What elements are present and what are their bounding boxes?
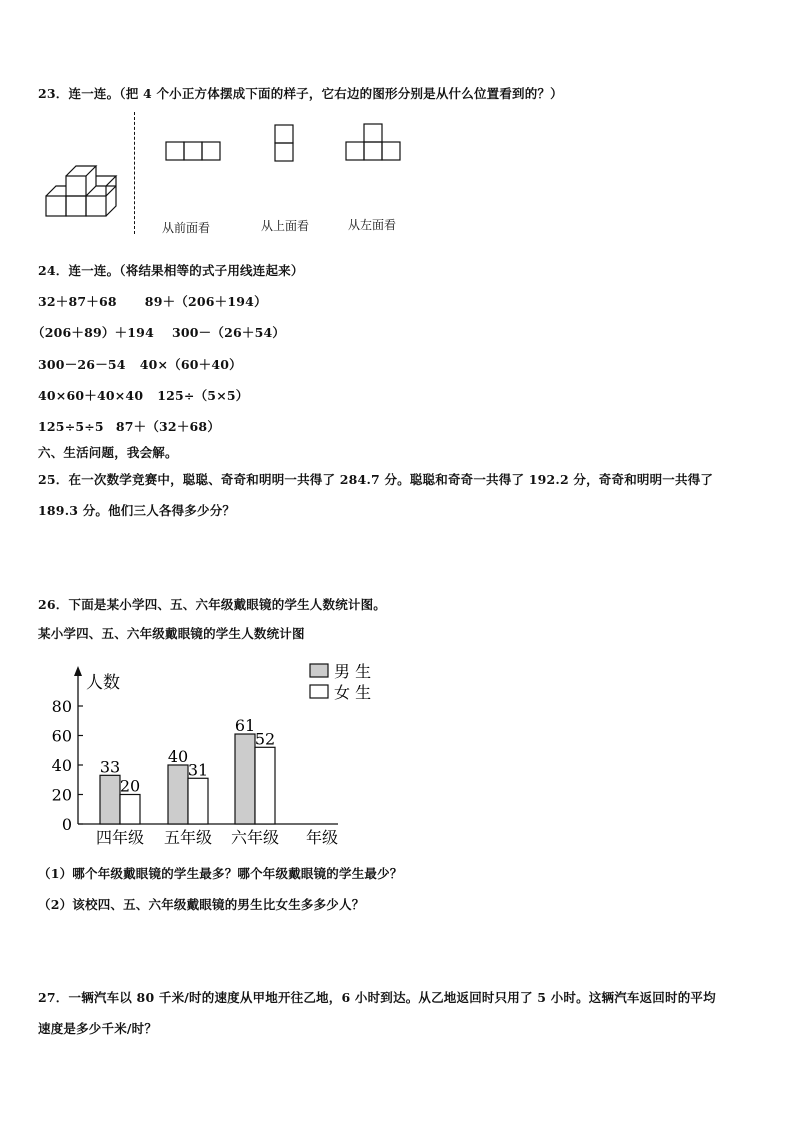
legend-label: 女 生 (334, 683, 372, 702)
expr-right[interactable]: 40×（60＋40） (139, 357, 242, 372)
left-view-figure (344, 122, 404, 162)
expr-left[interactable]: 125÷5÷5 (38, 419, 104, 434)
bar (168, 765, 188, 824)
bar (255, 747, 275, 824)
expr-right[interactable]: 89＋（206＋194） (144, 294, 267, 309)
q26-sub1: （1）哪个年级戴眼镜的学生最多？哪个年级戴眼镜的学生最少？ (38, 866, 403, 881)
y-tick-label: 80 (51, 697, 72, 716)
expr-left[interactable]: （206＋89）＋194 (32, 325, 154, 340)
y-axis-label: 人数 (86, 673, 120, 693)
view-label-top: 从上面看 (261, 219, 310, 233)
x-axis-label: 年级 (305, 828, 339, 847)
data-label: 52 (254, 729, 276, 749)
y-tick-label: 60 (51, 726, 72, 746)
section-heading: 六、生活问题，我会解。 (38, 445, 178, 460)
data-label: 33 (99, 757, 121, 777)
category-label: 四年级 (95, 828, 145, 847)
data-label: 40 (167, 747, 189, 766)
q26-text: 26．下面是某小学四、五、六年级戴眼镜的学生人数统计图。 (38, 597, 386, 612)
chart-caption: 某小学四、五、六年级戴眼镜的学生人数统计图 (38, 626, 305, 641)
y-tick-label: 40 (51, 756, 72, 775)
expr-right[interactable]: 87＋（32＋68） (115, 419, 221, 434)
expr-row (38, 292, 267, 310)
bar (235, 734, 255, 824)
y-axis-arrow (74, 666, 82, 676)
q27-line1: 27．一辆汽车以 80 千米/时的速度从甲地开往乙地，6 小时到达。从乙地返回时只用了 5 小时。这辆汽车返回时的平均 (38, 990, 716, 1005)
bar (188, 778, 208, 824)
expr-left[interactable]: 40×60＋40×40 (38, 388, 144, 403)
view-label-front: 从前面看 (162, 221, 211, 235)
category-label: 五年级 (163, 828, 213, 847)
data-label: 61 (234, 716, 256, 736)
expr-row (38, 386, 248, 404)
legend-swatch (310, 664, 328, 677)
front-view-figure (164, 140, 224, 164)
dashed-divider (134, 112, 135, 234)
q25-line1: 25．在一次数学竞赛中，聪聪、奇奇和明明一共得了 284.7 分。聪聪和奇奇一共得了 192.2 分，奇奇和明明一共得了 (38, 472, 714, 487)
q26-sub2: （2）该校四、五、六年级戴眼镜的男生比女生多多少人？ (38, 897, 365, 912)
q25-line2: 189.3 分。他们三人各得多少分？ (38, 503, 236, 518)
q24-text: 24．连一连。（将结果相等的式子用线连起来） (38, 263, 304, 278)
expr-row (38, 417, 220, 435)
category-label: 六年级 (230, 828, 280, 847)
expr-left[interactable]: 32＋87＋68 (38, 294, 117, 309)
y-tick-label: 0 (61, 815, 72, 834)
expr-left[interactable]: 300－26－54 (38, 357, 126, 372)
q27-line2: 速度是多少千米/时？ (38, 1021, 158, 1036)
data-label: 31 (187, 760, 209, 780)
expr-right[interactable]: 125÷（5×5） (157, 388, 249, 403)
bar (120, 795, 140, 825)
legend-swatch (310, 685, 328, 698)
expr-row (38, 355, 242, 373)
y-tick-label: 20 (51, 785, 72, 805)
bar (100, 775, 120, 824)
expr-right[interactable]: 300－（26＋54） (171, 325, 286, 340)
view-label-left: 从左面看 (348, 218, 397, 232)
expr-row (32, 323, 285, 341)
q23-text: 23．连一连。（把 4 个小正方体摆成下面的样子，它右边的图形分别是从什么位置看到的？） (38, 86, 563, 101)
legend-label: 男 生 (334, 662, 372, 681)
cube-stack-figure (42, 156, 130, 220)
bar-chart (40, 656, 400, 856)
top-view-figure (273, 123, 297, 163)
data-label: 20 (119, 776, 141, 796)
